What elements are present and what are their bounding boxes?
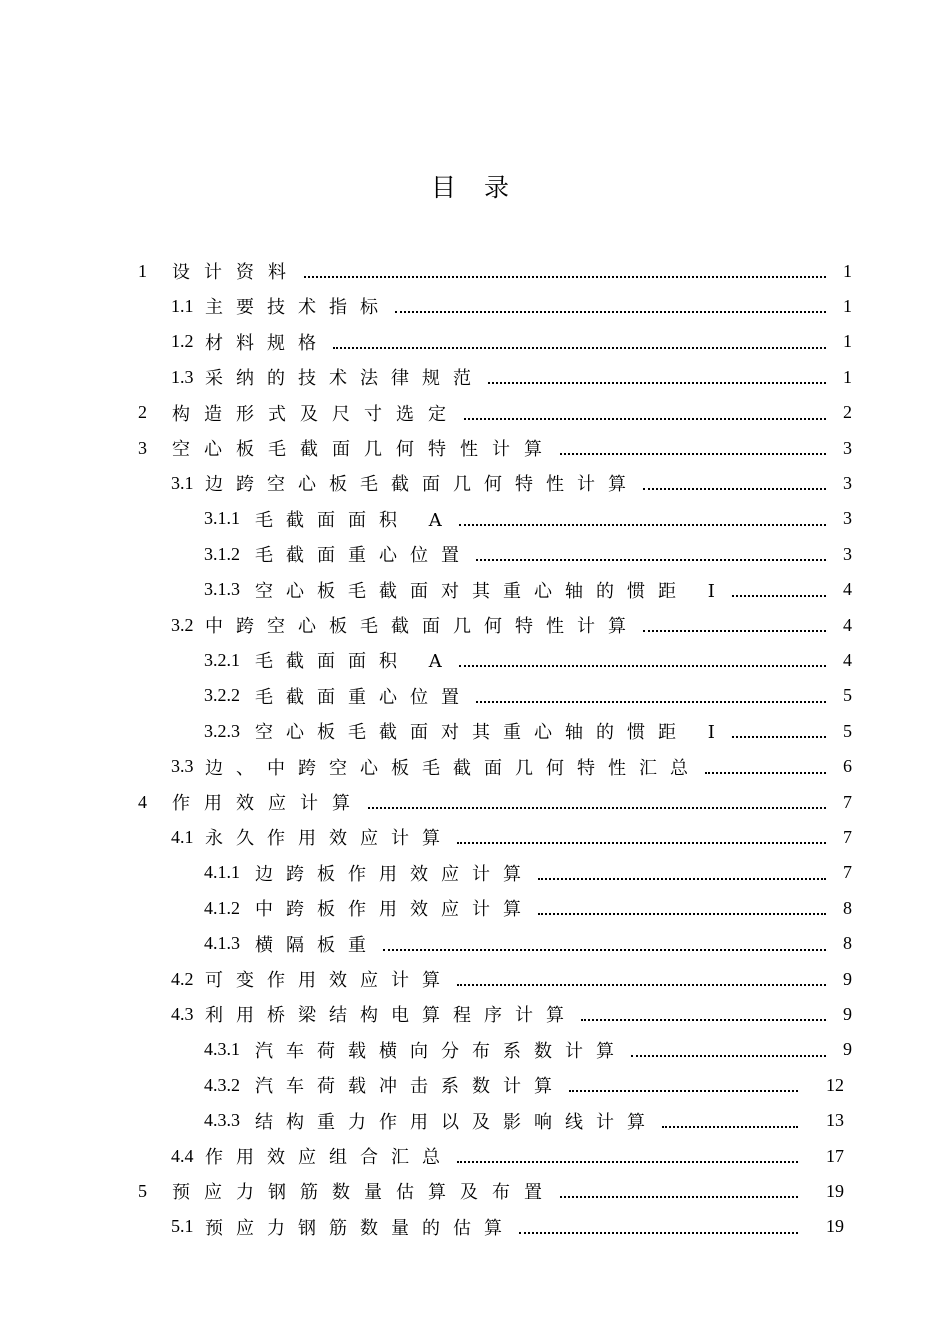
toc-entry-number: 1.1 — [171, 295, 194, 316]
toc-entry[interactable] — [171, 359, 852, 395]
toc-entry-number: 3.2 — [171, 614, 194, 635]
toc-leader-dots — [368, 807, 826, 809]
toc-entry-number: 2 — [138, 402, 147, 423]
toc-entry-number: 4.3.1 — [204, 1039, 240, 1060]
toc-entry-title: 边跨板作用效应计算 — [255, 863, 534, 885]
toc-entry-title: 汽车荷载冲击系数计算 — [255, 1076, 565, 1098]
toc-entry-page: 1 — [843, 295, 852, 316]
toc-entry[interactable] — [171, 996, 852, 1032]
toc-entry-title: 中跨空心板毛截面几何特性计算 — [205, 616, 639, 637]
toc-leader-dots — [560, 453, 826, 455]
toc-entry-page: 8 — [843, 933, 852, 954]
toc-entry[interactable] — [138, 784, 852, 820]
toc-entry-number: 3.2.3 — [204, 720, 240, 741]
toc-leader-dots — [643, 630, 826, 632]
toc-entry-title: 预应力钢筋数量估算及布置 — [172, 1182, 556, 1204]
toc-entry-page: 4 — [843, 614, 852, 635]
toc-entry-title: 构造形式及尺寸选定 — [172, 403, 460, 425]
toc-entry-number: 3.3 — [171, 756, 194, 777]
toc-entry-number: 3.1.2 — [204, 543, 240, 564]
toc-entry[interactable] — [138, 253, 852, 289]
toc-entry[interactable] — [138, 1173, 844, 1209]
toc-entry-number: 4 — [138, 791, 147, 812]
toc-leader-dots — [569, 1090, 798, 1092]
toc-entry-number: 4.1.1 — [204, 862, 240, 883]
toc-entry-page: 5 — [843, 720, 852, 741]
toc-entry-title: 永久作用效应计算 — [205, 828, 453, 850]
toc-entry-page: 7 — [843, 791, 852, 812]
toc-entry-page: 1 — [843, 331, 852, 352]
toc-entry-number: 4.3 — [171, 1003, 194, 1024]
toc-entry[interactable] — [204, 642, 852, 678]
toc-entry-page: 3 — [843, 437, 852, 458]
toc-entry-page: 3 — [843, 543, 852, 564]
toc-entry-page: 7 — [843, 826, 852, 847]
toc-entry-page: 8 — [843, 897, 852, 918]
toc-entry-page: 1 — [843, 260, 852, 281]
toc-entry-title: 可变作用效应计算 — [205, 970, 453, 991]
toc-entry[interactable] — [204, 572, 852, 608]
toc-leader-dots — [538, 913, 826, 915]
toc-leader-dots — [457, 984, 826, 986]
toc-entry-number: 4.1 — [171, 826, 194, 847]
toc-entry-page: 6 — [843, 756, 852, 777]
toc-entry-page: 4 — [843, 649, 852, 670]
toc-entry-title: 边、中跨空心板毛截面几何特性汇总 — [205, 757, 701, 779]
toc-entry-number: 4.1.2 — [204, 897, 240, 918]
toc-leader-dots — [488, 382, 826, 384]
toc-leader-dots — [643, 488, 826, 490]
toc-leader-dots — [476, 559, 826, 561]
toc-entry-page: 2 — [843, 402, 852, 423]
toc-leader-dots — [705, 772, 826, 774]
toc-entry-title: 横隔板重 — [255, 934, 379, 956]
toc-entry-page: 9 — [843, 1003, 852, 1024]
toc-entry-number: 5.1 — [171, 1216, 194, 1237]
toc-leader-dots — [732, 736, 826, 738]
toc-entry[interactable] — [171, 465, 852, 501]
toc-entry-page: 9 — [843, 968, 852, 989]
toc-entry-title: 中跨板作用效应计算 — [255, 899, 534, 921]
toc-entry-title: 毛截面重心位置 — [255, 686, 472, 708]
toc-entry[interactable] — [171, 1209, 844, 1245]
toc-entry-number: 3.2.1 — [204, 649, 240, 670]
toc-entry-title: 作用效应计算 — [172, 793, 364, 814]
toc-entry-number: 4.3.2 — [204, 1074, 240, 1095]
toc-entry-number: 4.3.3 — [204, 1110, 240, 1131]
toc-entry-number: 3.1 — [171, 472, 194, 493]
toc-entry-number: 4.1.3 — [204, 933, 240, 954]
toc-entry[interactable] — [204, 1032, 852, 1068]
toc-leader-dots — [538, 878, 826, 880]
toc-leader-dots — [459, 665, 826, 667]
toc-entry[interactable] — [138, 395, 852, 431]
toc-entry[interactable] — [171, 819, 852, 855]
toc-leader-dots — [304, 276, 826, 278]
toc-entry-title: 作用效应组合汇总 — [205, 1147, 453, 1168]
toc-entry-number: 1.3 — [171, 366, 194, 387]
toc-entry-title: 毛截面重心位置 — [255, 545, 472, 567]
toc-leader-dots — [457, 1161, 798, 1163]
toc-title: 目 录 — [431, 173, 519, 202]
toc-entry[interactable] — [204, 713, 852, 749]
toc-entry[interactable] — [171, 1138, 844, 1174]
toc-entry[interactable] — [204, 855, 852, 891]
toc-entry-title: 空心板毛截面对其重心轴的惯距 I — [255, 722, 728, 744]
toc-leader-dots — [560, 1196, 798, 1198]
toc-entry-number: 4.2 — [171, 968, 194, 989]
toc-entry-number: 1 — [138, 260, 147, 281]
toc-entry-page: 13 — [826, 1110, 844, 1131]
toc-leader-dots — [464, 418, 826, 420]
toc-entry[interactable] — [204, 1067, 844, 1103]
toc-entry-title: 结构重力作用以及影响线计算 — [255, 1111, 658, 1133]
toc-entry-page: 3 — [843, 508, 852, 529]
toc-entry[interactable] — [204, 536, 852, 572]
toc-entry[interactable] — [204, 926, 852, 962]
toc-entry[interactable] — [171, 288, 852, 324]
toc-leader-dots — [732, 595, 826, 597]
toc-entry-page: 4 — [843, 579, 852, 600]
toc-entry[interactable] — [171, 607, 852, 643]
toc-leader-dots — [459, 524, 826, 526]
toc-entry-number: 1.2 — [171, 331, 194, 352]
toc-entry-title: 边跨空心板毛截面几何特性计算 — [205, 474, 639, 496]
toc-entry[interactable] — [204, 501, 852, 537]
toc-leader-dots — [333, 347, 826, 349]
toc-leader-dots — [519, 1232, 798, 1234]
toc-entry-title: 空心板毛截面对其重心轴的惯距 I — [255, 580, 728, 602]
toc-entry-title: 采纳的技术法律规范 — [205, 368, 484, 390]
toc-entry-title: 汽车荷载横向分布系数计算 — [255, 1040, 627, 1062]
toc-leader-dots — [631, 1055, 826, 1057]
toc-leader-dots — [383, 949, 826, 951]
toc-entry-title: 主要技术指标 — [205, 297, 391, 319]
toc-entry-page: 3 — [843, 472, 852, 493]
toc-entry-page: 5 — [843, 685, 852, 706]
toc-leader-dots — [476, 701, 826, 703]
toc-entry-number: 3.1.3 — [204, 579, 240, 600]
toc-entry[interactable] — [138, 430, 852, 466]
toc-entry-title: 毛截面面积 A — [255, 509, 455, 531]
toc-entry-page: 7 — [843, 862, 852, 883]
toc-entry-page: 1 — [843, 366, 852, 387]
toc-entry-title: 预应力钢筋数量的估算 — [205, 1217, 515, 1239]
toc-entry-number: 3 — [138, 437, 147, 458]
toc-entry[interactable] — [204, 678, 852, 714]
toc-entry-page: 17 — [826, 1145, 844, 1166]
toc-entry-number: 5 — [138, 1180, 147, 1201]
toc-leader-dots — [457, 842, 826, 844]
toc-entry-title: 材料规格 — [205, 332, 329, 354]
toc-entry-title: 设计资料 — [172, 262, 300, 283]
toc-entry[interactable] — [171, 961, 852, 997]
toc-entry-page: 9 — [843, 1039, 852, 1060]
toc-entry-title: 毛截面面积 A — [255, 651, 455, 673]
toc-entry-number: 4.4 — [171, 1145, 194, 1166]
toc-entry-number: 3.1.1 — [204, 508, 240, 529]
toc-entry-number: 3.2.2 — [204, 685, 240, 706]
toc-entry[interactable] — [204, 890, 852, 926]
toc-entry[interactable] — [171, 324, 852, 360]
toc-entry-page: 19 — [826, 1216, 844, 1237]
toc-entry[interactable] — [204, 1103, 844, 1139]
toc-leader-dots — [581, 1019, 826, 1021]
toc-entry-title: 利用桥梁结构电算程序计算 — [205, 1005, 577, 1027]
toc-leader-dots — [395, 311, 826, 313]
toc-entry-page: 12 — [826, 1074, 844, 1095]
toc-entry[interactable] — [171, 749, 852, 785]
toc-entry-title: 空心板毛截面几何特性计算 — [172, 439, 556, 460]
toc-leader-dots — [662, 1126, 798, 1128]
toc-entry-page: 19 — [826, 1180, 844, 1201]
